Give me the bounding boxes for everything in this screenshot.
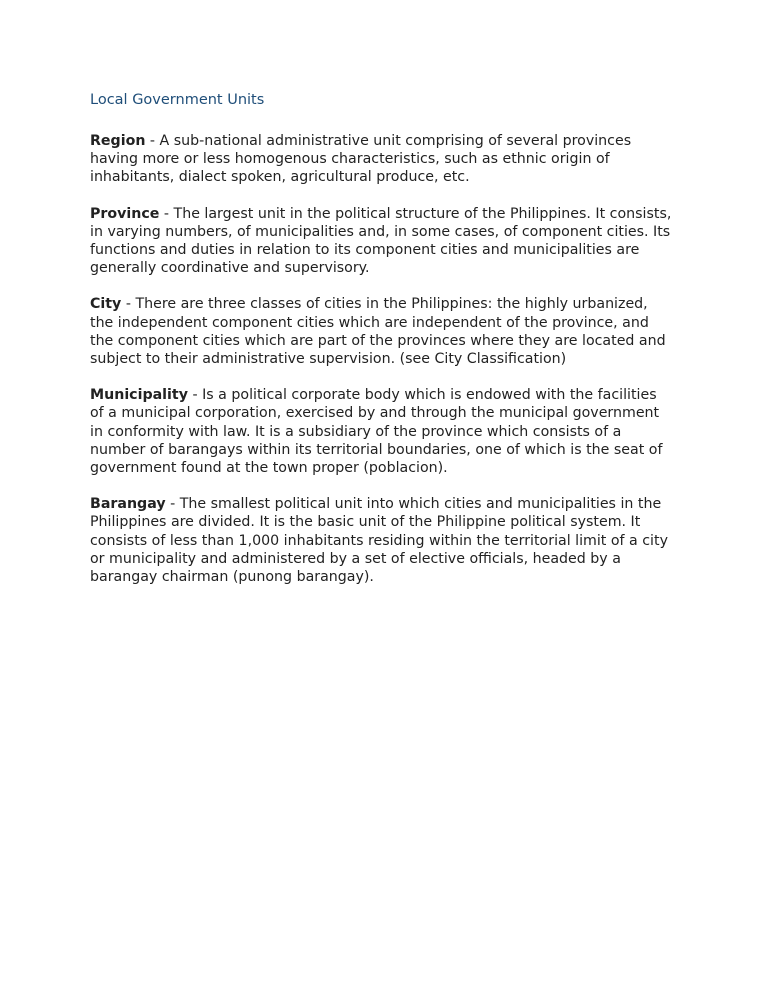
entry-term: City [90,296,122,313]
document-title: Local Government Units [90,92,265,108]
entry-definition: - Is a political corporate body which is endowed with the facilities of a municipal corporation, exercised by and through the municipal government in conformity with law. It is a subsidiary of the province which consists of a number of barangays within its territorial boundaries, one of which is the seat of government found at the town proper (poblacion). [90,387,663,477]
entry-term: Barangay [90,496,166,513]
entry-definition: - There are three classes of cities in the Philippines: the highly urbanized, the independent component cities which are independent of the province, and the component cities which are part of the provinces where they are located and subject to their administrative supervision. (see City Classification) [90,296,666,368]
document-page [90,90,674,604]
entry-barangay [90,495,674,586]
entry-term: Province [90,205,160,222]
entry-municipality [90,386,674,477]
entry-region [90,132,674,187]
entry-term: Municipality [90,387,188,404]
entry-definition: - The smallest political unit into which cities and municipalities in the Philippines are divided. It is the basic unit of the Philippine political system. It consists of less than 1,000 inhabitants residing within the territorial limit of a city or municipality and administered by a set of elective officials, headed by a barangay chairman (punong barangay). [90,496,668,586]
entry-definition: - The largest unit in the political structure of the Philippines. It consists, in varying numbers, of municipalities and, in some cases, of component cities. Its functions and duties in relation to its component cities and municipalities are generally coordinative and supervisory. [90,205,672,277]
entry-term: Region [90,133,146,149]
entry-definition: - A sub-national administrative unit comprising of several provinces having more or less homogenous characteristics, such as ethnic origin of inhabitants, dialect spoken, agricultural produce, etc. [90,133,632,186]
entry-province [90,205,674,278]
entry-city [90,295,674,368]
